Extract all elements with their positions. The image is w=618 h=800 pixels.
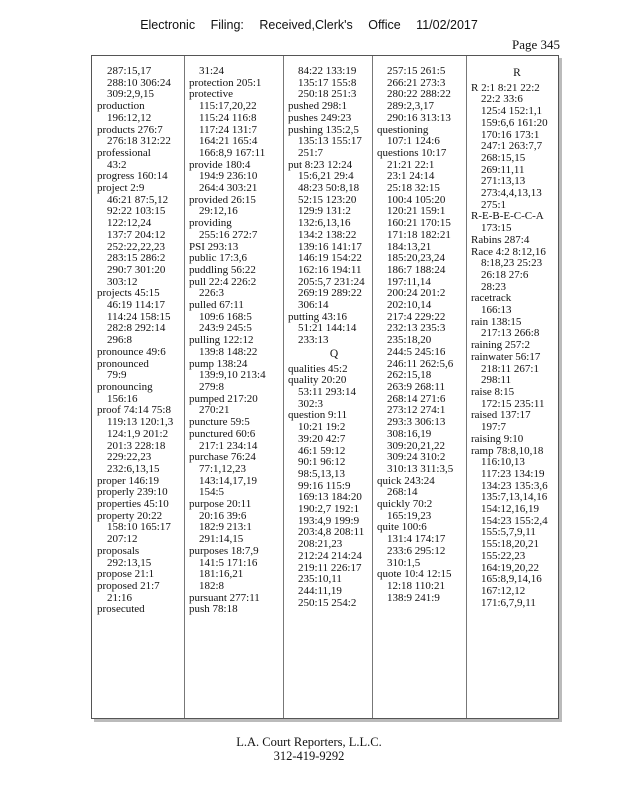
index-entry-continuation: 116:10,13 <box>481 456 525 469</box>
index-entry: protection 205:1 <box>189 76 262 89</box>
index-entry-continuation: 159:6,6 161:20 <box>481 116 548 129</box>
index-entry: raising 9:10 <box>471 432 524 445</box>
index-entry: property 20:22 <box>97 509 163 522</box>
index-entry-continuation: 10:21 19:2 <box>298 421 346 434</box>
index-entry-continuation: 291:14,15 <box>199 533 244 546</box>
index-entry: properties 45:10 <box>97 498 169 511</box>
index-entry-continuation: 255:16 272:7 <box>199 228 258 241</box>
index-entry-continuation: 135:17 155:8 <box>298 76 357 89</box>
index-entry-continuation: 303:12 <box>107 275 138 288</box>
index-entry-continuation: 282:8 292:14 <box>107 322 166 335</box>
index-entry-continuation: 84:22 133:19 <box>298 65 357 77</box>
index-entry: purchase 76:24 <box>189 451 256 464</box>
index-entry: put 8:23 12:24 <box>288 158 353 171</box>
index-entry-continuation: 290:16 313:13 <box>387 111 451 124</box>
index-entry-continuation: 39:20 42:7 <box>298 432 346 445</box>
index-entry-continuation: 109:6 168:5 <box>199 310 252 323</box>
index-entry-continuation: 309:24 310:2 <box>387 451 446 464</box>
index-entry-continuation: 279:8 <box>199 380 225 393</box>
index-entry-continuation: 273:4,4,13,13 <box>481 187 542 200</box>
index-entry-continuation: 302:3 <box>298 397 324 410</box>
index-entry: push 78:18 <box>189 603 238 616</box>
index-entry: providing <box>189 217 232 230</box>
filing-header <box>0 18 618 32</box>
index-entry-continuation: 173:15 <box>481 222 512 235</box>
index-entry-continuation: 232:6,13,15 <box>107 462 160 475</box>
footer <box>0 735 618 763</box>
index-entry-continuation: 117:23 134:19 <box>481 467 545 480</box>
index-entry-continuation: 289:2,3,17 <box>387 100 435 113</box>
index-entry-continuation: 201:3 228:18 <box>107 439 166 452</box>
index-entry: pulling 122:12 <box>189 334 254 347</box>
index-entry-continuation: 298:11 <box>481 374 512 387</box>
header-date: 11/02/2017 <box>416 18 478 32</box>
index-entry: progress 160:14 <box>97 170 168 183</box>
index-entry-continuation: 208:21,23 <box>298 538 343 551</box>
index-entry-continuation: 250:15 254:2 <box>298 596 357 609</box>
index-entry-continuation: 129:9 131:2 <box>298 205 351 218</box>
index-entry-continuation: 139:16 141:17 <box>298 240 362 253</box>
index-entry: public 17:3,6 <box>189 252 248 265</box>
index-entry-continuation: 246:11 262:5,6 <box>387 357 454 370</box>
index-entry-continuation: 15:6,21 29:4 <box>298 170 354 183</box>
index-entry-continuation: 217:4 229:22 <box>387 310 446 323</box>
index-entry-continuation: 117:24 131:7 <box>199 123 257 136</box>
index-entry-continuation: 296:8 <box>107 334 133 347</box>
index-entry-continuation: 155:5,7,9,11 <box>481 526 536 539</box>
index-entry: quite 100:6 <box>377 521 427 534</box>
index-entry-continuation: 125:4 152:1,1 <box>481 105 543 118</box>
index-entry-continuation: 139:9,10 213:4 <box>199 369 266 382</box>
index-entry-continuation: 124:1,9 201:2 <box>107 427 169 440</box>
index-entry-continuation: 46:19 114:17 <box>107 299 165 312</box>
index-entry-continuation: 165:8,9,14,16 <box>481 573 542 586</box>
index-entry-continuation: 138:9 241:9 <box>387 591 440 604</box>
index-entry: pronouncing <box>97 380 153 393</box>
index-entry-continuation: 99:16 115:9 <box>298 479 351 492</box>
index-entry-continuation: 233:6 295:12 <box>387 544 446 557</box>
index-entry-continuation: 155:22,23 <box>481 549 526 562</box>
index-entry-continuation: 146:19 154:22 <box>298 252 362 265</box>
index-entry: purposes 18:7,9 <box>189 544 259 557</box>
index-entry: pulled 67:11 <box>189 299 244 312</box>
index-entry-continuation: 21:16 <box>107 591 133 604</box>
index-entry-continuation: 114:24 158:15 <box>107 310 171 323</box>
index-entry-continuation: 264:4 303:21 <box>199 182 258 195</box>
header-received: Received,Clerk's <box>259 18 353 32</box>
index-entry-continuation: 98:5,13,13 <box>298 467 346 480</box>
index-entry-continuation: 25:18 32:15 <box>387 182 440 195</box>
section-letter: R <box>513 67 521 79</box>
column-divider <box>283 56 284 718</box>
index-entry-continuation: 194:9 236:10 <box>199 170 258 183</box>
index-entry-continuation: 233:13 <box>298 334 329 347</box>
index-entry-continuation: 252:22,22,23 <box>107 240 166 253</box>
index-entry-continuation: 276:18 312:22 <box>107 135 171 148</box>
index-entry-continuation: 131:4 174:17 <box>387 533 446 546</box>
index-entry-continuation: 107:1 124:6 <box>387 135 440 148</box>
index-entry-continuation: 22:2 33:6 <box>481 93 523 106</box>
index-entry-continuation: 137:7 204:12 <box>107 228 166 241</box>
footer-phone: 312-419-9292 <box>273 749 345 763</box>
header-label: Electronic <box>140 18 196 32</box>
index-entry: racetrack <box>471 292 512 305</box>
index-entry: quick 243:24 <box>377 474 435 487</box>
index-entry-continuation: 154:23 155:2,4 <box>481 514 548 527</box>
index-entry: quote 10:4 12:15 <box>377 568 452 581</box>
index-entry: purpose 20:11 <box>189 498 252 511</box>
index-entry-continuation: 170:16 173:1 <box>481 128 540 141</box>
index-entry-continuation: 310:1,5 <box>387 556 421 569</box>
index-entry-continuation: 196:12,12 <box>107 111 152 124</box>
index-entry-continuation: 134:23 135:3,6 <box>481 479 548 492</box>
index-entry-continuation: 141:5 171:16 <box>199 556 258 569</box>
index-entry: prosecuted <box>97 603 145 616</box>
index-entry-continuation: 290:7 301:20 <box>107 263 166 276</box>
header-filing: Filing: <box>210 18 244 32</box>
index-entry: pronounced <box>97 357 149 370</box>
index-entry: Rabins 287:4 <box>471 233 530 246</box>
index-entry: provide 180:4 <box>189 158 251 171</box>
index-entry-continuation: 165:19,23 <box>387 509 432 522</box>
index-entry: raining 257:2 <box>471 339 530 352</box>
index-column-4 <box>374 66 472 604</box>
index-entry-continuation: 154:5 <box>199 486 225 499</box>
index-entry-continuation: 169:13 184:20 <box>298 491 362 504</box>
index-entry-continuation: 263:9 268:11 <box>387 380 445 393</box>
index-entry-continuation: 293:3 306:13 <box>387 416 446 429</box>
index-entry-continuation: 190:2,7 192:1 <box>298 503 360 516</box>
index-entry: PSI 293:13 <box>189 240 239 253</box>
index-entry-continuation: 20:16 39:6 <box>199 509 247 522</box>
index-entry-continuation: 218:11 267:1 <box>481 362 539 375</box>
index-entry-continuation: 229:22,23 <box>107 451 152 464</box>
index-entry: projects 45:15 <box>97 287 160 300</box>
index-entry-continuation: 280:22 288:22 <box>387 88 451 101</box>
index-entry-continuation: 132:6,13,16 <box>298 217 351 230</box>
index-entry-continuation: 164:21 165:4 <box>199 135 258 148</box>
index-entry: proper 146:19 <box>97 474 160 487</box>
index-entry-continuation: 244:11,19 <box>298 584 342 597</box>
index-entry-continuation: 184:13,21 <box>387 240 432 253</box>
index-entry-continuation: 197:11,14 <box>387 275 431 288</box>
index-entry-continuation: 203:4,8 208:11 <box>298 526 365 539</box>
index-entry-continuation: 226:3 <box>199 287 225 300</box>
index-entry-continuation: 166:8,9 167:11 <box>199 146 266 159</box>
index-entry: pushed 298:1 <box>288 100 347 113</box>
index-entry-continuation: 202:10,14 <box>387 299 432 312</box>
index-entry: questions 10:17 <box>377 146 447 159</box>
index-entry-continuation: 122:12,24 <box>107 217 152 230</box>
index-entry: R-E-B-E-C-C-A <box>471 210 544 223</box>
index-entry-continuation: 273:12 274:1 <box>387 404 446 417</box>
index-entry-continuation: 181:16,21 <box>199 568 244 581</box>
index-entry: Race 4:2 8:12,16 <box>471 245 546 258</box>
index-entry-continuation: 171:18 182:21 <box>387 228 451 241</box>
index-entry-continuation: 287:15,17 <box>107 65 152 77</box>
index-entry-continuation: 21:21 22:1 <box>387 158 435 171</box>
index-entry-continuation: 135:13 155:17 <box>298 135 362 148</box>
footer-company: L.A. Court Reporters, L.L.C. <box>236 735 382 749</box>
index-entry-continuation: 269:19 289:22 <box>298 287 362 300</box>
index-entry-continuation: 135:7,13,14,16 <box>481 491 548 504</box>
index-entry-continuation: 182:9 213:1 <box>199 521 252 534</box>
index-entry: pursuant 277:11 <box>189 591 260 604</box>
index-entry-continuation: 26:18 27:6 <box>481 268 529 281</box>
index-entry-continuation: 232:13 235:3 <box>387 322 446 335</box>
index-entry-continuation: 77:1,12,23 <box>199 462 247 475</box>
index-entry-continuation: 28:23 <box>481 280 507 293</box>
index-entry-continuation: 207:12 <box>107 533 138 546</box>
index-entry-continuation: 306:14 <box>298 299 329 312</box>
index-entry-continuation: 235:10,11 <box>298 573 342 586</box>
index-entry: proof 74:14 75:8 <box>97 404 171 417</box>
index-entry: pronounce 49:6 <box>97 345 166 358</box>
index-entry: qualities 45:2 <box>288 362 348 375</box>
index-entry-continuation: 29:12,16 <box>199 205 238 218</box>
index-entry-continuation: 166:13 <box>481 304 512 317</box>
index-entry-continuation: 288:10 306:24 <box>107 76 171 89</box>
column-divider <box>372 56 373 718</box>
index-entry-continuation: 53:11 293:14 <box>298 385 356 398</box>
index-entry-continuation: 171:6,7,9,11 <box>481 596 536 609</box>
index-entry-continuation: 46:21 87:5,12 <box>107 193 169 206</box>
index-entry: pushing 135:2,5 <box>288 123 359 136</box>
index-entry-continuation: 235:18,20 <box>387 334 432 347</box>
index-entry: rain 138:15 <box>471 315 522 328</box>
index-entry-continuation: 155:18,20,21 <box>481 538 540 551</box>
index-entry-continuation: 308:16,19 <box>387 427 432 440</box>
index-entry-continuation: 250:18 251:3 <box>298 88 357 101</box>
index-entry-continuation: 217:13 266:8 <box>481 327 540 340</box>
index-entry: propose 21:1 <box>97 568 155 581</box>
column-divider <box>466 56 467 718</box>
index-entry: pumped 217:20 <box>189 392 258 405</box>
index-entry-continuation: 200:24 201:2 <box>387 287 446 300</box>
index-entry-continuation: 31:24 <box>199 65 225 77</box>
index-entry-continuation: 217:1 234:14 <box>199 439 258 452</box>
index-entry: protective <box>189 88 233 101</box>
index-entry-continuation: 52:15 123:20 <box>298 193 357 206</box>
index-entry-continuation: 310:13 311:3,5 <box>387 462 454 475</box>
index-entry-continuation: 139:8 148:22 <box>199 345 258 358</box>
index-entry-continuation: 309:2,9,15 <box>107 88 155 101</box>
index-entry: R 2:1 8:21 22:2 <box>471 81 540 94</box>
index-entry-continuation: 120:21 159:1 <box>387 205 446 218</box>
index-entry-continuation: 172:15 235:11 <box>481 397 545 410</box>
index-entry-continuation: 257:15 261:5 <box>387 65 446 77</box>
index-entry: proposals <box>97 544 140 557</box>
column-divider <box>184 56 185 718</box>
index-entry-continuation: 182:8 <box>199 579 225 592</box>
index-column-3 <box>285 66 383 609</box>
index-entry-continuation: 8:18,23 25:23 <box>481 257 543 270</box>
index-entry: proposed 21:7 <box>97 579 160 592</box>
index-entry: quickly 70:2 <box>377 498 433 511</box>
index-entry: question 9:11 <box>288 409 348 422</box>
index-entry-continuation: 100:4 105:20 <box>387 193 446 206</box>
index-entry-continuation: 158:10 165:17 <box>107 521 171 534</box>
index-entry-continuation: 185:20,23,24 <box>387 252 446 265</box>
index-entry-continuation: 212:24 214:24 <box>298 549 362 562</box>
index-entry-continuation: 134:2 138:22 <box>298 228 357 241</box>
index-entry: provided 26:15 <box>189 193 256 206</box>
index-entry: products 276:7 <box>97 123 163 136</box>
index-entry-continuation: 266:21 273:3 <box>387 76 446 89</box>
index-entry: punctured 60:6 <box>189 427 256 440</box>
index-entry-continuation: 43:2 <box>107 158 127 171</box>
index-entry-continuation: 167:12,12 <box>481 584 526 597</box>
index-entry-continuation: 309:20,21,22 <box>387 439 446 452</box>
index-entry: raised 137:17 <box>471 409 531 422</box>
index-entry-continuation: 275:1 <box>481 198 507 211</box>
index-entry-continuation: 115:24 116:8 <box>199 111 257 124</box>
index-entry-continuation: 193:4,9 199:9 <box>298 514 360 527</box>
index-entry-continuation: 160:21 170:15 <box>387 217 451 230</box>
index-entry-continuation: 244:5 245:16 <box>387 345 446 358</box>
index-entry: raise 8:15 <box>471 385 515 398</box>
index-entry: properly 239:10 <box>97 486 168 499</box>
index-entry-continuation: 156:16 <box>107 392 138 405</box>
index-column-1 <box>94 66 192 616</box>
index-column-2 <box>186 66 284 616</box>
index-entry-continuation: 90:1 96:12 <box>298 456 346 469</box>
section-letter: Q <box>329 347 339 360</box>
index-entry-continuation: 186:7 188:24 <box>387 263 446 276</box>
index-entry-continuation: 247:1 263:7,7 <box>481 140 543 153</box>
index-entry: puncture 59:5 <box>189 416 250 429</box>
index-entry-continuation: 283:15 286:2 <box>107 252 166 265</box>
index-entry-continuation: 262:15,18 <box>387 369 432 382</box>
index-entry: project 2:9 <box>97 182 145 195</box>
index-entry-continuation: 219:11 226:17 <box>298 561 362 574</box>
index-entry-continuation: 48:23 50:8,18 <box>298 182 360 195</box>
index-entry: professional <box>97 146 151 159</box>
index-entry-continuation: 119:13 120:1,3 <box>107 416 174 429</box>
index-entry: pump 138:24 <box>189 357 248 370</box>
index-entry: puddling 56:22 <box>189 263 256 276</box>
index-entry-continuation: 12:18 110:21 <box>387 579 445 592</box>
index-entry-continuation: 23:1 24:14 <box>387 170 435 183</box>
index-column-5 <box>468 66 566 609</box>
index-entry-continuation: 268:14 <box>387 486 418 499</box>
index-entry-continuation: 243:9 245:5 <box>199 322 252 335</box>
index-entry-continuation: 271:13,13 <box>481 175 526 188</box>
index-entry-continuation: 115:17,20,22 <box>199 100 257 113</box>
header-office: Office <box>368 18 401 32</box>
index-entry: putting 43:16 <box>288 310 347 323</box>
index-entry: production <box>97 100 145 113</box>
index-entry: pull 22:4 226:2 <box>189 275 257 288</box>
index-entry-continuation: 251:7 <box>298 146 324 159</box>
index-entry-continuation: 292:13,15 <box>107 556 152 569</box>
index-entry-continuation: 143:14,17,19 <box>199 474 258 487</box>
index-entry: pushes 249:23 <box>288 111 352 124</box>
index-entry-continuation: 164:19,20,22 <box>481 561 540 574</box>
index-entry-continuation: 197:7 <box>481 421 507 434</box>
index-entry: quality 20:20 <box>288 374 347 387</box>
index-entry-continuation: 79:9 <box>107 369 127 382</box>
page-number: Page 345 <box>511 37 560 52</box>
index-entry-continuation: 268:15,15 <box>481 151 526 164</box>
index-entry-continuation: 92:22 103:15 <box>107 205 166 218</box>
index-entry-continuation: 51:21 144:14 <box>298 322 357 335</box>
index-entry-continuation: 268:14 271:6 <box>387 392 446 405</box>
index-entry: questioning <box>377 123 429 136</box>
index-entry-continuation: 46:1 59:12 <box>298 444 346 457</box>
index-entry-continuation: 269:11,11 <box>481 163 525 176</box>
index-entry-continuation: 162:16 194:11 <box>298 263 362 276</box>
index-entry-continuation: 205:5,7 231:24 <box>298 275 365 288</box>
index-entry: rainwater 56:17 <box>471 350 541 363</box>
index-entry: ramp 78:8,10,18 <box>471 444 544 457</box>
index-entry-continuation: 270:21 <box>199 404 230 417</box>
index-entry-continuation: 154:12,16,19 <box>481 503 540 516</box>
index-frame <box>91 55 559 719</box>
